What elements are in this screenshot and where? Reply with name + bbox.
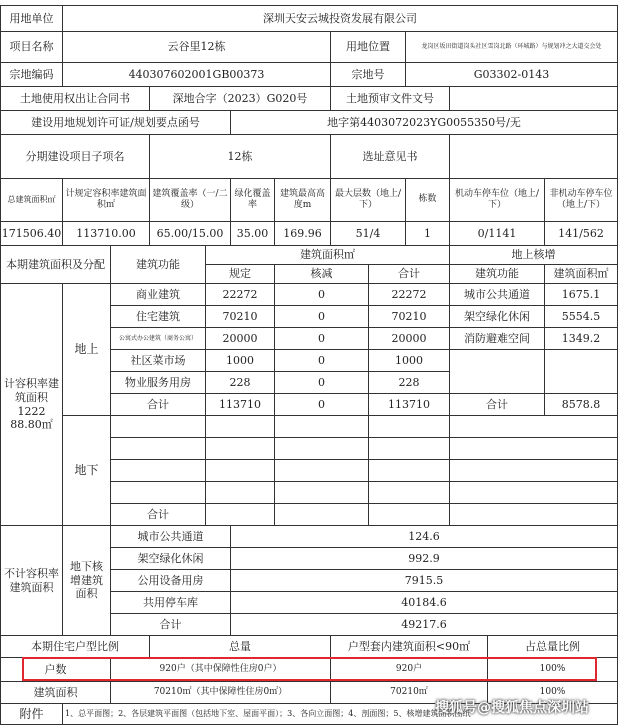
indicator-label-far-area: 计规定容积率建筑面积㎡	[62, 178, 150, 222]
below-row	[274, 503, 369, 526]
non-far-row-name: 共用停车库	[110, 591, 231, 614]
verify-row-name: 架空绿化休闲	[449, 305, 545, 328]
below-row	[368, 437, 450, 460]
verify-header: 地上核增	[449, 245, 618, 265]
verify-total-name: 合计	[449, 393, 545, 416]
below-row	[449, 415, 618, 438]
indicator-label-floors: 最大层数（地上/下）	[330, 178, 406, 222]
far-group-label: 计容积率建筑面积1222 88.80㎡	[0, 283, 63, 526]
location-label: 用地位置	[330, 31, 406, 63]
area-row-reduced: 0	[274, 349, 369, 372]
units-label: 户数	[0, 657, 111, 682]
project-name-value: 云谷里12栋	[62, 31, 331, 63]
indicator-value-coverage: 65.00/15.00	[149, 221, 231, 246]
below-row	[368, 459, 450, 482]
area-row-planned: 22272	[205, 283, 275, 306]
location-value: 龙岗区坂田街道岗头社区雪岗北路（环城路）与规划冲之大道交会处	[405, 31, 618, 63]
non-far-row-value: 40184.6	[230, 591, 618, 614]
area-header: 建筑面积㎡	[205, 245, 450, 265]
indicator-value-green: 35.00	[230, 221, 275, 246]
area-row-name: 公寓式办公建筑（商务公寓）	[110, 327, 206, 350]
non-far-group-label: 不计容积率建筑面积	[0, 525, 63, 636]
land-unit-value: 深圳天安云城投资发展有限公司	[62, 5, 618, 32]
below-ground-label: 地下	[62, 415, 111, 526]
below-row	[110, 481, 206, 504]
units-total: 920户（其中保障性住房0户）	[110, 657, 331, 682]
area-row-reduced: 0	[274, 371, 369, 394]
below-row	[449, 503, 618, 526]
below-row	[368, 503, 450, 526]
verify-area-header: 建筑面积㎡	[544, 264, 618, 284]
contract-value: 深地合字（2023）G020号	[149, 86, 331, 111]
non-far-total-value: 49217.6	[230, 613, 618, 636]
contract-label: 土地使用权出让合同书	[0, 86, 150, 111]
area-row-total: 228	[368, 371, 450, 394]
area-row-planned: 1000	[205, 349, 275, 372]
below-row	[205, 503, 275, 526]
above-total-reduced: 0	[274, 393, 369, 416]
area-row-total: 70210	[368, 305, 450, 328]
above-total-total: 113710	[368, 393, 450, 416]
parcel-no-value: G03302-0143	[405, 62, 618, 87]
below-row	[205, 437, 275, 460]
area-row-name: 社区菜市场	[110, 349, 206, 372]
non-far-row-name: 公用设备用房	[110, 569, 231, 592]
land-unit-label: 用地单位	[0, 5, 63, 32]
indicator-label-total-area: 总建筑面积㎡	[0, 178, 63, 222]
below-row	[274, 481, 369, 504]
below-row	[205, 415, 275, 438]
indicator-value-parking: 0/1141	[449, 221, 545, 246]
verify-function-header: 建筑功能	[449, 264, 545, 284]
non-far-row-name: 架空绿化休闲	[110, 547, 231, 570]
indicator-value-far-area: 113710.00	[62, 221, 150, 246]
below-row	[274, 459, 369, 482]
area-row-name: 物业服务用房	[110, 371, 206, 394]
housing-small-header: 户型套内建筑面积<90㎡	[330, 635, 488, 658]
site-opinion-label: 选址意见书	[330, 134, 450, 179]
non-far-sub-label: 地下核增建筑面积	[62, 525, 111, 636]
verify-row-empty	[544, 349, 618, 394]
indicator-label-green: 绿化覆盖率	[230, 178, 275, 222]
watermark-text: 搜狐号@搜狐焦点深圳站	[435, 700, 589, 716]
function-header: 建筑功能	[110, 245, 206, 284]
verify-row-area: 1675.1	[544, 283, 618, 306]
verify-row-area: 1349.2	[544, 327, 618, 350]
indicator-value-bike: 141/562	[544, 221, 618, 246]
units-share: 100%	[487, 657, 618, 682]
highlight-box	[22, 657, 597, 681]
indicator-label-coverage: 建筑覆盖率（一/二级）	[149, 178, 231, 222]
below-row	[449, 437, 618, 460]
parcel-no-label: 宗地号	[330, 62, 406, 87]
site-opinion-value	[449, 134, 618, 179]
above-total-name: 合计	[110, 393, 206, 416]
permit-value: 地字第4403072023YG0055350号/无	[230, 110, 618, 135]
indicator-value-buildings: 1	[405, 221, 450, 246]
indicator-value-floors: 51/4	[330, 221, 406, 246]
housing-ratio-label: 本期住宅户型比例	[0, 635, 150, 658]
non-far-row-value: 7915.5	[230, 569, 618, 592]
col-planned-header: 规定	[205, 264, 275, 284]
below-row	[110, 437, 206, 460]
below-row	[274, 437, 369, 460]
below-row	[205, 481, 275, 504]
area-row-total: 20000	[368, 327, 450, 350]
sub-item-value: 12栋	[149, 134, 331, 179]
below-row	[110, 459, 206, 482]
parcel-code-label: 宗地编码	[0, 62, 63, 87]
non-far-row-value: 992.9	[230, 547, 618, 570]
below-row	[110, 415, 206, 438]
below-row	[368, 481, 450, 504]
sub-item-label: 分期建设项目子项名	[0, 134, 150, 179]
area-row-name: 住宅建筑	[110, 305, 206, 328]
project-name-label: 项目名称	[0, 31, 63, 63]
area-row-planned: 20000	[205, 327, 275, 350]
units-small: 920户	[330, 657, 488, 682]
housing-share-header: 占总量比例	[487, 635, 618, 658]
indicator-label-parking: 机动车停车位（地上/下）	[449, 178, 545, 222]
indicator-label-height: 建筑最高高度m	[274, 178, 331, 222]
below-row	[449, 481, 618, 504]
indicator-value-height: 169.96	[274, 221, 331, 246]
non-far-row-name: 城市公共通道	[110, 525, 231, 548]
area-row-reduced: 0	[274, 305, 369, 328]
housing-total-header: 总量	[149, 635, 331, 658]
above-ground-label: 地上	[62, 283, 111, 416]
verify-row-empty	[449, 349, 545, 394]
area-row-reduced: 0	[274, 283, 369, 306]
pre-approval-value	[449, 86, 618, 111]
below-row	[274, 415, 369, 438]
area-row-reduced: 0	[274, 327, 369, 350]
area-row-total: 22272	[368, 283, 450, 306]
floor-area-total: 70210㎡（其中保障性住房0㎡）	[110, 681, 331, 704]
verify-row-name: 消防避难空间	[449, 327, 545, 350]
area-row-planned: 228	[205, 371, 275, 394]
indicator-label-bike: 非机动车停车位（地上/下）	[544, 178, 618, 222]
area-section-label: 本期建筑面积及分配	[0, 245, 111, 284]
verify-total-area: 8578.8	[544, 393, 618, 416]
area-row-planned: 70210	[205, 305, 275, 328]
floor-area-small: 70210㎡	[330, 681, 488, 704]
col-reduced-header: 核减	[274, 264, 369, 284]
below-row	[449, 459, 618, 482]
indicator-value-total-area: 171506.40	[0, 221, 63, 246]
verify-row-name: 城市公共通道	[449, 283, 545, 306]
col-total-header: 合计	[368, 264, 450, 284]
floor-area-label: 建筑面积	[0, 681, 111, 704]
non-far-row-value: 124.6	[230, 525, 618, 548]
attachments-text: 1、总平面图；2、各层建筑平面图（包括地下室、屋面平面）；3、各向立面图；4、剖面图；5、核增建筑面积图纸	[62, 703, 618, 725]
indicator-label-buildings: 栋数	[405, 178, 450, 222]
above-total-planned: 113710	[205, 393, 275, 416]
verify-row-area: 5554.5	[544, 305, 618, 328]
permit-label: 建设用地规划许可证/规划要点函号	[0, 110, 231, 135]
attachments-label: 附件	[0, 703, 63, 725]
area-row-total: 1000	[368, 349, 450, 372]
below-row	[368, 415, 450, 438]
parcel-code-value: 440307602001GB00373	[62, 62, 331, 87]
area-row-name: 商业建筑	[110, 283, 206, 306]
non-far-total-name: 合计	[110, 613, 231, 636]
below-row	[205, 459, 275, 482]
pre-approval-label: 土地预审文件文号	[330, 86, 450, 111]
floor-area-share: 100%	[487, 681, 618, 704]
below-total-name: 合计	[110, 503, 206, 526]
